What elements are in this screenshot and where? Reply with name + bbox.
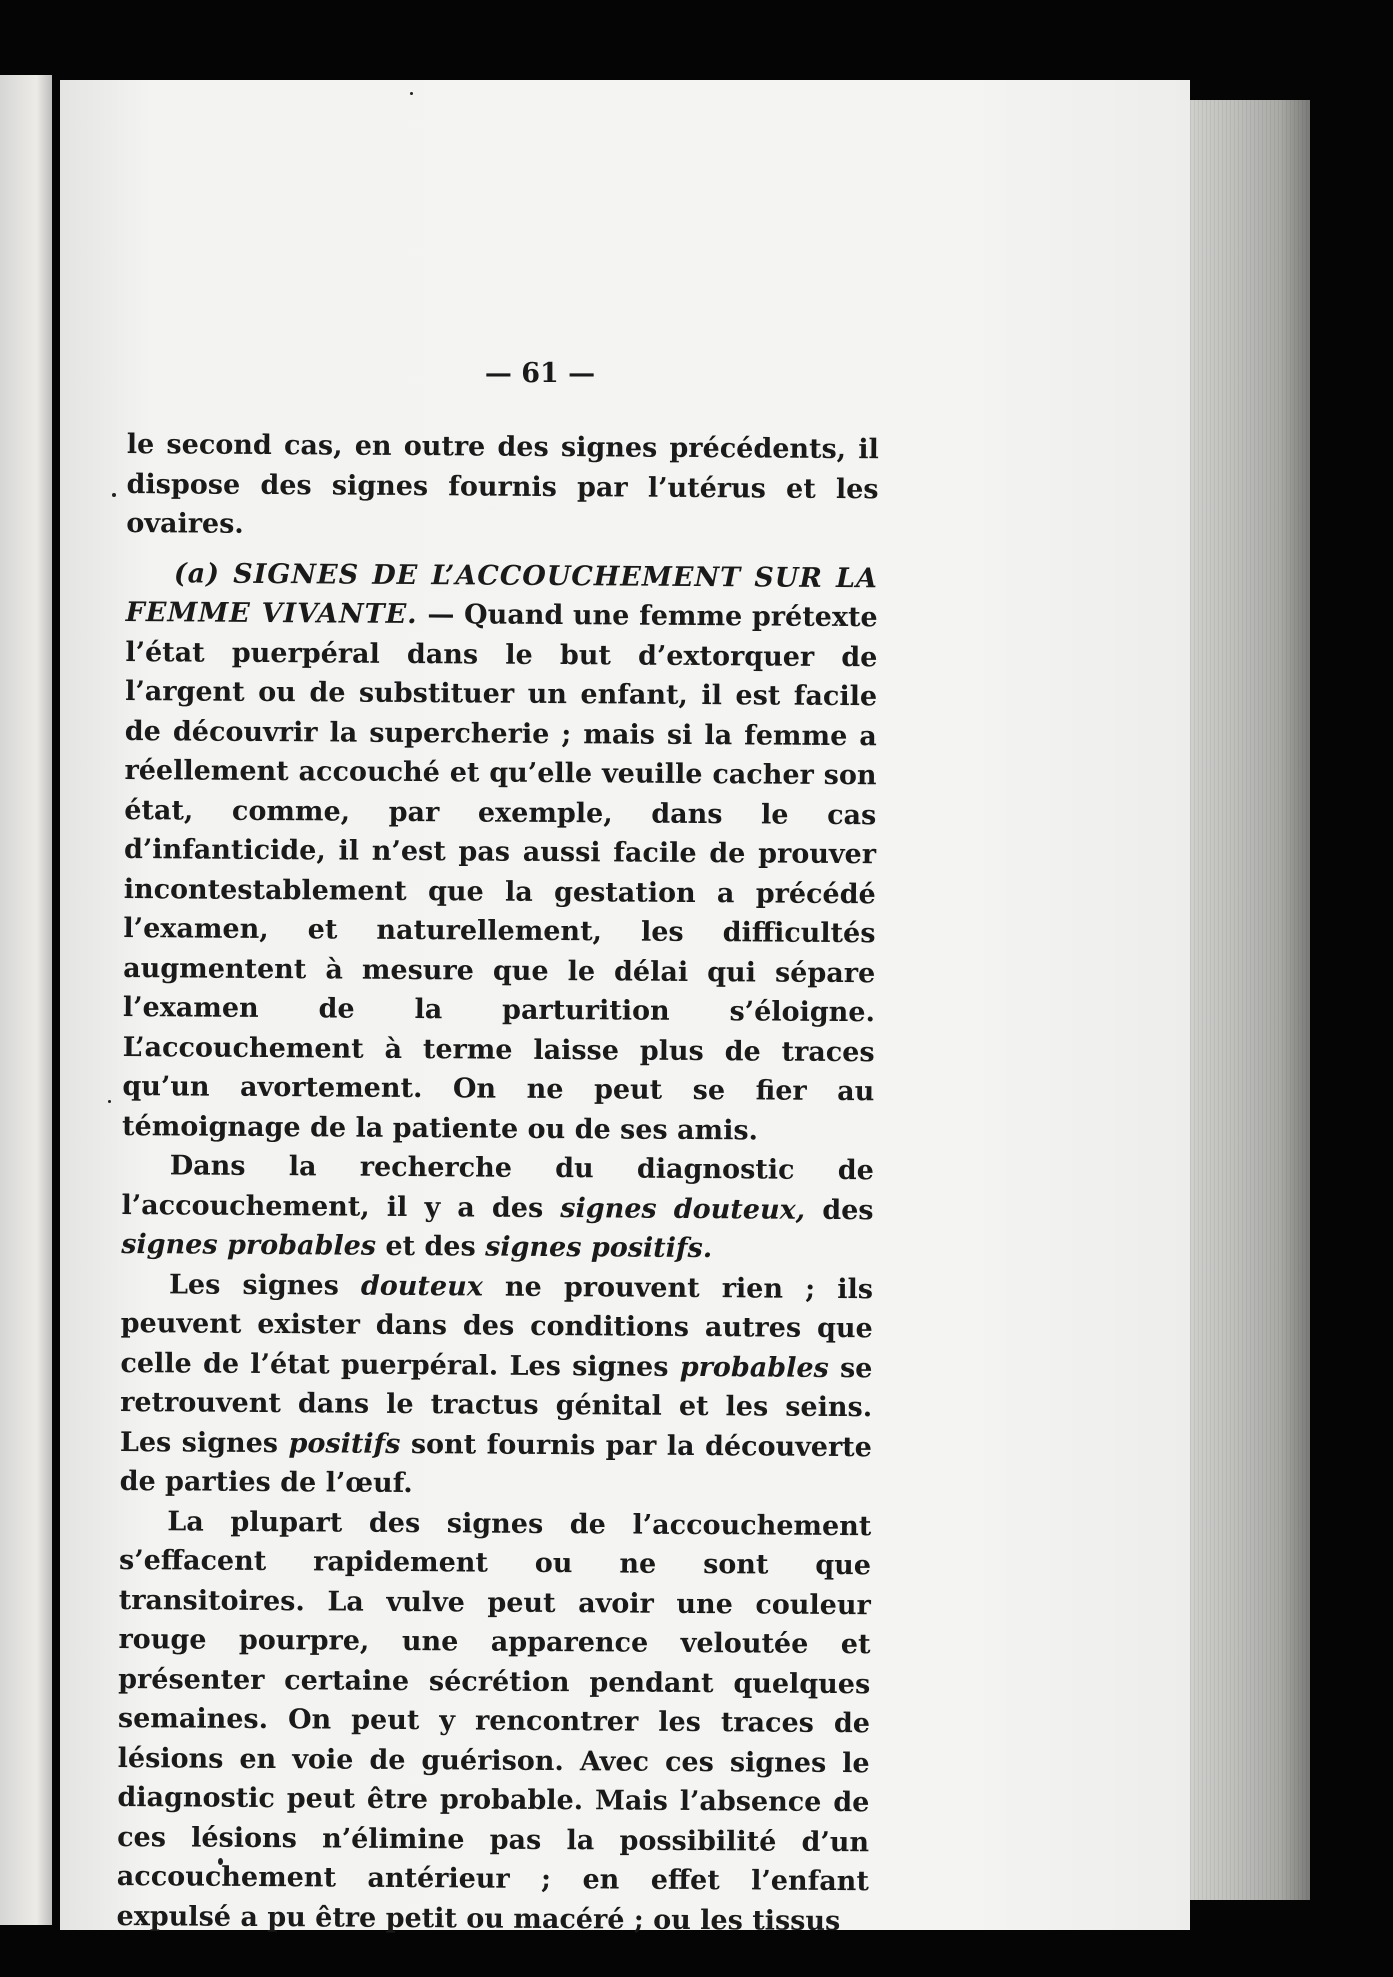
- paragraph-plupart: La plupart des signes de l’accouchement s’effacent rapidement ou ne sont que transitoires. La vulve peut avoir une couleur rouge pourpre, une apparence veloutée et présenter certaine sécrétion pendant quelques semaines. On peut y rencontrer les traces de lésions en voie de guérison. Avec ces signes le diagnostic peut être probable. Mais l’absence de ces lésions n’élimine pas la possibilité d’un accouchement antérieur ; en effet l’enfant expulsé a pu être petit ou macéré ; ou les tissus: [116, 1505, 872, 1937]
- italic-term: signes positifs.: [485, 1231, 713, 1265]
- italic-term: positifs: [288, 1427, 401, 1460]
- print-speck: [410, 92, 413, 95]
- text-run: ne prouvent rien ; ils peuvent exister dans des conditions autres que celle de l’état puerpéral. Les signes: [120, 1271, 874, 1383]
- body-text: [116, 425, 879, 1941]
- text-run: se retrouvent dans le tractus génital et les seins. Les signes: [119, 1352, 873, 1459]
- text-run: Dans la recherche du diagnostic de l’accouchement, il y a des: [121, 1150, 874, 1224]
- text-run: Les signes: [168, 1268, 362, 1302]
- text-run: et des: [375, 1230, 486, 1263]
- text-run: des: [805, 1194, 874, 1226]
- paragraph-section-a: [122, 553, 878, 1151]
- text-run: sont fournis par la découverte de parties de l’œuf.: [119, 1428, 872, 1500]
- page-stack-edge: [1190, 100, 1310, 1900]
- section-body: — Quand une femme prétexte l’état puerpéral dans le but d’extorquer de l’argent ou de substituer un enfant, il est facile de découvrir la supercherie ; mais si la femme a réellement accouché et qu’elle veuille cacher son état, comme, par exemple, dans le cas d’infanticide, il n’est pas aussi facile de prouver incontestablement que la gestation a précédé l’examen, et naturellement, les difficultés augmentent à mesure que le délai qui sépare l’examen de la parturition s’éloigne. L’accouchement à terme laisse plus de traces qu’un avortement. On ne peut se fier au témoignage de la patiente ou de ses amis.: [121, 599, 878, 1146]
- previous-page-edge: [0, 75, 52, 1925]
- italic-term: signes douteux,: [560, 1192, 806, 1226]
- paragraph-continuation: le second cas, en outre des signes précédents, il dispose des signes fournis par l’utérus et les ovaires.: [126, 428, 879, 540]
- print-speck: [112, 493, 116, 497]
- italic-term: signes probables: [121, 1228, 377, 1262]
- paragraph-signs: [119, 1264, 873, 1506]
- page-number: — 61 —: [484, 358, 596, 389]
- paragraph-diagnostic: [121, 1146, 874, 1270]
- print-speck: [108, 1100, 111, 1103]
- italic-term: probables: [679, 1351, 829, 1384]
- section-heading: (a) SIGNES DE L’ACCOUCHEMENT SUR LA FEMME VIVANTE.: [125, 557, 879, 631]
- italic-term: douteux: [360, 1270, 483, 1303]
